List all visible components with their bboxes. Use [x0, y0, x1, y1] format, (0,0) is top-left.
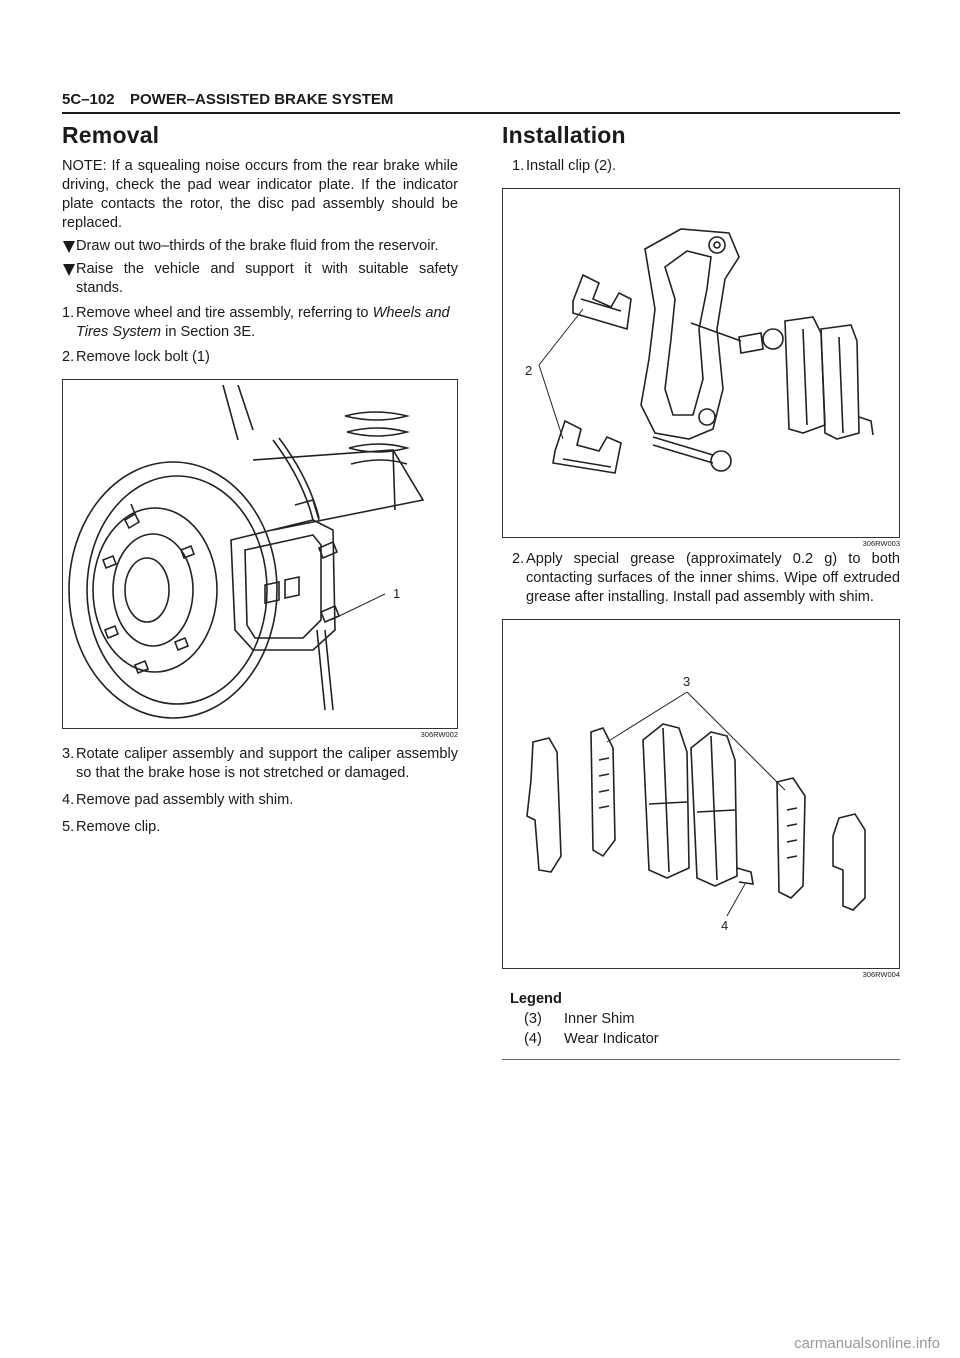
legend-item-number: (3)	[524, 1011, 542, 1027]
legend-item-number: (4)	[524, 1031, 542, 1047]
page-number: 5C–102	[62, 91, 115, 108]
legend-title: Legend	[510, 991, 562, 1007]
installation-heading: Installation	[502, 122, 626, 148]
step-text: Rotate caliper assembly and support the caliper assembly so that the brake hose is not stretched or damaged.	[76, 746, 458, 781]
installation-column	[502, 120, 900, 1060]
step-text: Remove pad assembly with shim.	[76, 792, 294, 808]
step-number: 2.	[62, 349, 75, 365]
callout-3: 3	[683, 674, 691, 689]
figure-code: 306RW004	[862, 970, 900, 979]
step-text: Remove lock bolt (1)	[76, 349, 210, 365]
step-reference: Wheels and Tires System	[76, 305, 450, 340]
clip-figure	[502, 188, 900, 538]
page-header	[62, 90, 900, 114]
install-step-1	[512, 157, 900, 176]
removal-step-5	[62, 818, 458, 837]
removal-bullet-2	[62, 260, 458, 298]
step-number: 2.	[512, 551, 525, 567]
bullet-text: Draw out two–thirds of the brake fluid from the reservoir.	[76, 238, 439, 254]
pad-shim-figure	[502, 619, 900, 969]
step-text-tail: in Section 3E.	[161, 324, 256, 340]
removal-note: NOTE: If a squealing noise occurs from the rear brake while driving, check the pad wear indicator plate. If the indicator plate contacts the rotor, the disc pad assembly should be replaced.	[62, 158, 458, 231]
legend-item	[510, 1029, 900, 1049]
step-number: 5.	[62, 819, 75, 835]
figure-code: 306RW002	[420, 730, 458, 739]
legend-item-label: Inner Shim	[564, 1011, 635, 1027]
step-text: Apply special grease (approximately 0.2 g) to both contacting surfaces of the inner shims. Wipe off extruded grease after installing. Install pad assembly with shim.	[526, 551, 900, 605]
removal-step-2	[62, 348, 458, 367]
callout-1: 1	[393, 586, 401, 601]
removal-step-3	[62, 745, 458, 783]
step-text: Remove wheel and tire assembly, referring to	[76, 305, 373, 321]
bullet-text: Raise the vehicle and support it with suitable safety stands.	[76, 261, 458, 296]
bullet-triangle-icon	[63, 241, 75, 253]
caliper-figure	[62, 379, 458, 729]
removal-bullet-1	[62, 237, 458, 256]
bullet-triangle-icon	[63, 264, 75, 276]
removal-step-4	[62, 791, 458, 810]
section-title: POWER–ASSISTED BRAKE SYSTEM	[130, 91, 394, 108]
watermark: carmanualsonline.info	[794, 1335, 940, 1352]
step-number: 1.	[62, 305, 75, 321]
step-number: 1.	[512, 158, 525, 174]
figure-code: 306RW003	[862, 539, 900, 548]
callout-4: 4	[721, 918, 729, 933]
legend-item-label: Wear Indicator	[564, 1031, 659, 1047]
step-number: 3.	[62, 746, 75, 762]
callout-2: 2	[525, 363, 533, 378]
removal-heading: Removal	[62, 122, 160, 148]
section-end-rule	[502, 1059, 900, 1060]
caliper-bracket-illustration	[503, 189, 899, 537]
pad-shim-illustration	[503, 620, 899, 968]
removal-step-1	[62, 304, 458, 342]
removal-column	[62, 120, 458, 837]
step-number: 4.	[62, 792, 75, 808]
caliper-illustration	[63, 380, 457, 728]
legend-item	[510, 1009, 900, 1029]
step-text: Remove clip.	[76, 819, 161, 835]
install-step-2	[512, 550, 900, 607]
legend	[502, 989, 900, 1049]
step-text: Install clip (2).	[526, 158, 617, 174]
